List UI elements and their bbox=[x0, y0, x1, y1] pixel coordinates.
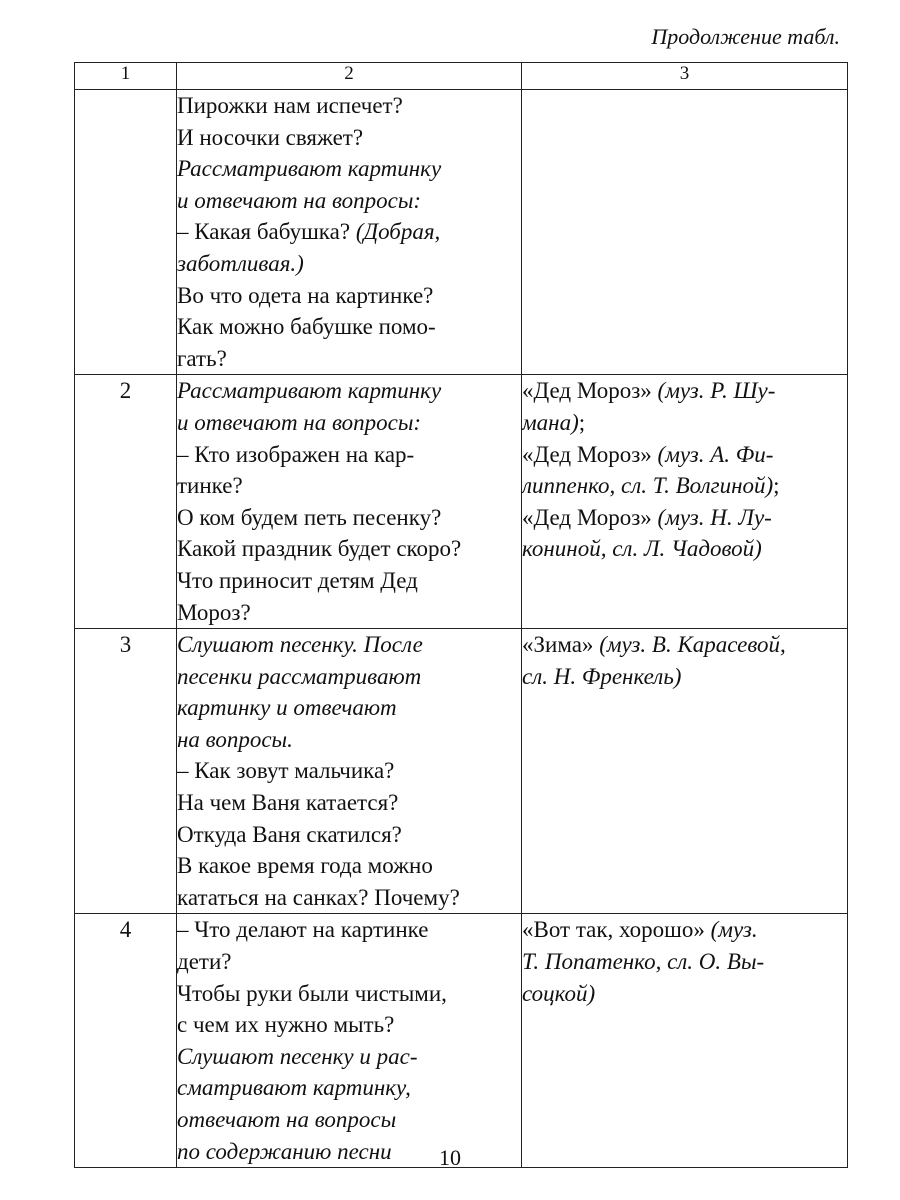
page-number: 10 bbox=[439, 1145, 461, 1170]
music-line: «Дед Мороз» (муз. Н. Лу- bbox=[522, 504, 772, 530]
activity-line: На чем Ваня катается? bbox=[177, 790, 399, 816]
activity-line: И носочки свяжет? bbox=[177, 124, 364, 150]
activity-line: сматривают картинку, bbox=[177, 1075, 411, 1101]
activity-line: – Какая бабушка? (Добрая, bbox=[177, 219, 441, 245]
music-line: мана); bbox=[522, 409, 586, 435]
column-header-2: 2 bbox=[177, 63, 522, 90]
activity-line: и отвечают на вопросы: bbox=[177, 409, 422, 435]
activity-line: Как можно бабушке помо- bbox=[177, 314, 436, 340]
activity-line: В какое время года можно bbox=[177, 853, 433, 879]
table-row bbox=[75, 914, 848, 1168]
activity-line: О ком будем петь песенку? bbox=[177, 504, 442, 530]
activity-line: Рассматривают картинку bbox=[177, 378, 442, 404]
activity-line: Слушают песенку. После bbox=[177, 632, 423, 658]
music-line: кониной, сл. Л. Чадовой) bbox=[522, 536, 762, 562]
activity-line: Откуда Ваня скатился? bbox=[177, 821, 402, 847]
music-cell bbox=[522, 90, 848, 375]
activity-cell bbox=[177, 629, 522, 914]
activity-line: кататься на санках? Почему? bbox=[177, 884, 460, 910]
activity-cell bbox=[177, 914, 522, 1168]
music-cell bbox=[522, 629, 848, 914]
activity-cell bbox=[177, 375, 522, 629]
row-number: 4 bbox=[75, 914, 177, 1168]
activity-line: – Что делают на картинке bbox=[177, 917, 429, 943]
activity-line: гать? bbox=[177, 345, 227, 371]
table-row bbox=[75, 375, 848, 629]
music-cell bbox=[522, 914, 848, 1168]
activity-line: заботливая.) bbox=[177, 250, 304, 276]
music-line: «Вот так, хорошо» (муз. bbox=[522, 917, 758, 943]
music-line: Т. Попатенко, сл. О. Вы- bbox=[522, 949, 765, 975]
continuation-label: Продолжение табл. bbox=[651, 24, 840, 49]
music-line: «Дед Мороз» (муз. Р. Шу- bbox=[522, 378, 776, 404]
row-number bbox=[75, 90, 177, 375]
activity-line: – Кто изображен на кар- bbox=[177, 441, 415, 467]
activity-line: Пирожки нам испечет? bbox=[177, 93, 403, 118]
music-line: липпенко, сл. Т. Волгиной); bbox=[522, 473, 780, 499]
activity-line: Во что одета на картинке? bbox=[177, 282, 434, 308]
music-line: сл. Н. Френкель) bbox=[522, 663, 682, 689]
activity-line: отвечают на вопросы bbox=[177, 1107, 397, 1132]
table-row bbox=[75, 90, 848, 375]
activity-line: картинку и отвечают bbox=[177, 695, 397, 721]
row-number: 3 bbox=[75, 629, 177, 914]
activity-line: и отвечают на вопросы: bbox=[177, 187, 422, 213]
activity-line: на вопросы. bbox=[177, 726, 293, 752]
table-header-row bbox=[75, 63, 848, 90]
table-row bbox=[75, 629, 848, 914]
activity-line: Чтобы руки были чистыми, bbox=[177, 980, 447, 1006]
activity-cell bbox=[177, 90, 522, 375]
activity-line: песенки рассматривают bbox=[177, 663, 422, 689]
activity-line: по содержанию песни bbox=[177, 1138, 392, 1164]
activity-line: с чем их нужно мыть? bbox=[177, 1012, 395, 1038]
row-number: 2 bbox=[75, 375, 177, 629]
column-header-1: 1 bbox=[75, 63, 177, 90]
activity-line: дети? bbox=[177, 949, 232, 975]
music-cell bbox=[522, 375, 848, 629]
activity-line: Рассматривают картинку bbox=[177, 156, 442, 182]
lesson-table bbox=[74, 62, 848, 1168]
activity-line: Слушают песенку и рас- bbox=[177, 1043, 418, 1069]
music-line: «Зима» (муз. В. Карасевой, bbox=[522, 632, 786, 658]
music-line: соцкой) bbox=[522, 980, 596, 1006]
activity-line: тинке? bbox=[177, 473, 243, 499]
activity-line: Что приносит детям Дед bbox=[177, 567, 418, 593]
column-header-3: 3 bbox=[522, 63, 848, 90]
activity-line: Мороз? bbox=[177, 599, 251, 625]
activity-line: – Как зовут мальчика? bbox=[177, 758, 395, 784]
activity-line: Какой праздник будет скоро? bbox=[177, 536, 462, 562]
music-line: «Дед Мороз» (муз. А. Фи- bbox=[522, 441, 774, 467]
